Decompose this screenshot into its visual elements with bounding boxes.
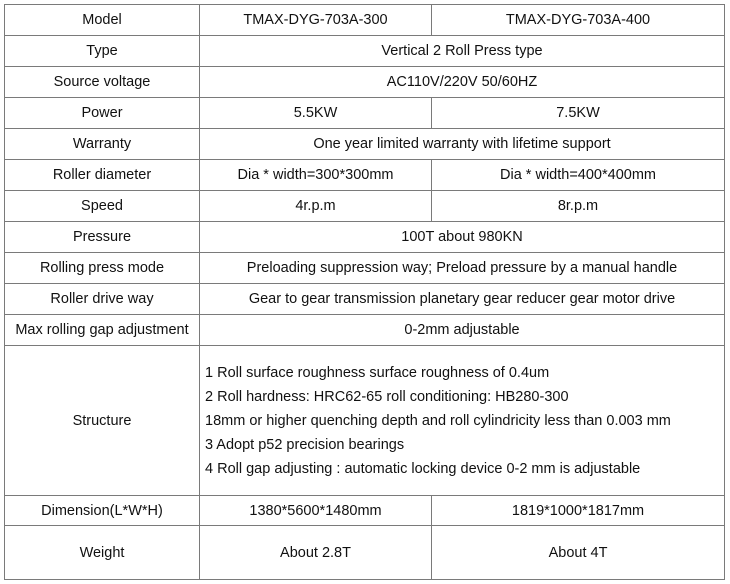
row-speed [5, 191, 725, 222]
warranty-label: Warranty [5, 129, 200, 160]
row-source-voltage [5, 67, 725, 98]
speed-label: Speed [5, 191, 200, 222]
speed-b: 8r.p.m [432, 191, 725, 222]
power-a: 5.5KW [200, 98, 432, 129]
weight-label: Weight [5, 526, 200, 580]
row-pressure [5, 222, 725, 253]
row-type [5, 36, 725, 67]
structure-line: 3 Adopt p52 precision bearings [205, 436, 405, 453]
structure-line: 18mm or higher quenching depth and roll cylindricity less than 0.003 mm [205, 412, 671, 429]
rolling-press-mode-value: Preloading suppression way; Preload pressure by a manual handle [200, 253, 725, 284]
structure-line: 1 Roll surface roughness surface roughness of 0.4um [205, 364, 550, 381]
source-voltage-value: AC110V/220V 50/60HZ [200, 67, 725, 98]
model-a: TMAX-DYG-703A-300 [200, 5, 432, 36]
structure-line: 4 Roll gap adjusting : automatic locking device 0-2 mm is adjustable [205, 460, 641, 477]
row-model [5, 5, 725, 36]
power-b: 7.5KW [432, 98, 725, 129]
speed-a: 4r.p.m [200, 191, 432, 222]
roller-diameter-b: Dia * width=400*400mm [432, 160, 725, 191]
spec-table [4, 4, 725, 580]
row-structure [5, 346, 725, 496]
pressure-value: 100T about 980KN [200, 222, 725, 253]
structure-value [200, 346, 725, 496]
weight-b: About 4T [432, 526, 725, 580]
model-label: Model [5, 5, 200, 36]
model-b: TMAX-DYG-703A-400 [432, 5, 725, 36]
power-label: Power [5, 98, 200, 129]
row-dimension [5, 496, 725, 526]
row-max-rolling-gap [5, 315, 725, 346]
type-label: Type [5, 36, 200, 67]
row-rolling-press-mode [5, 253, 725, 284]
dimension-a: 1380*5600*1480mm [200, 496, 432, 526]
rolling-press-mode-label: Rolling press mode [5, 253, 200, 284]
row-roller-diameter [5, 160, 725, 191]
max-rolling-gap-label: Max rolling gap adjustment [5, 315, 200, 346]
dimension-b: 1819*1000*1817mm [432, 496, 725, 526]
row-roller-drive-way [5, 284, 725, 315]
weight-a: About 2.8T [200, 526, 432, 580]
roller-drive-way-label: Roller drive way [5, 284, 200, 315]
structure-label: Structure [5, 346, 200, 496]
row-warranty [5, 129, 725, 160]
roller-diameter-label: Roller diameter [5, 160, 200, 191]
structure-line: 2 Roll hardness: HRC62-65 roll conditioning: HB280-300 [205, 388, 569, 405]
roller-drive-way-value: Gear to gear transmission planetary gear reducer gear motor drive [200, 284, 725, 315]
row-power [5, 98, 725, 129]
warranty-value: One year limited warranty with lifetime support [200, 129, 725, 160]
pressure-label: Pressure [5, 222, 200, 253]
row-weight [5, 526, 725, 580]
source-voltage-label: Source voltage [5, 67, 200, 98]
dimension-label: Dimension(L*W*H) [5, 496, 200, 526]
roller-diameter-a: Dia * width=300*300mm [200, 160, 432, 191]
type-value: Vertical 2 Roll Press type [200, 36, 725, 67]
max-rolling-gap-value: 0-2mm adjustable [200, 315, 725, 346]
